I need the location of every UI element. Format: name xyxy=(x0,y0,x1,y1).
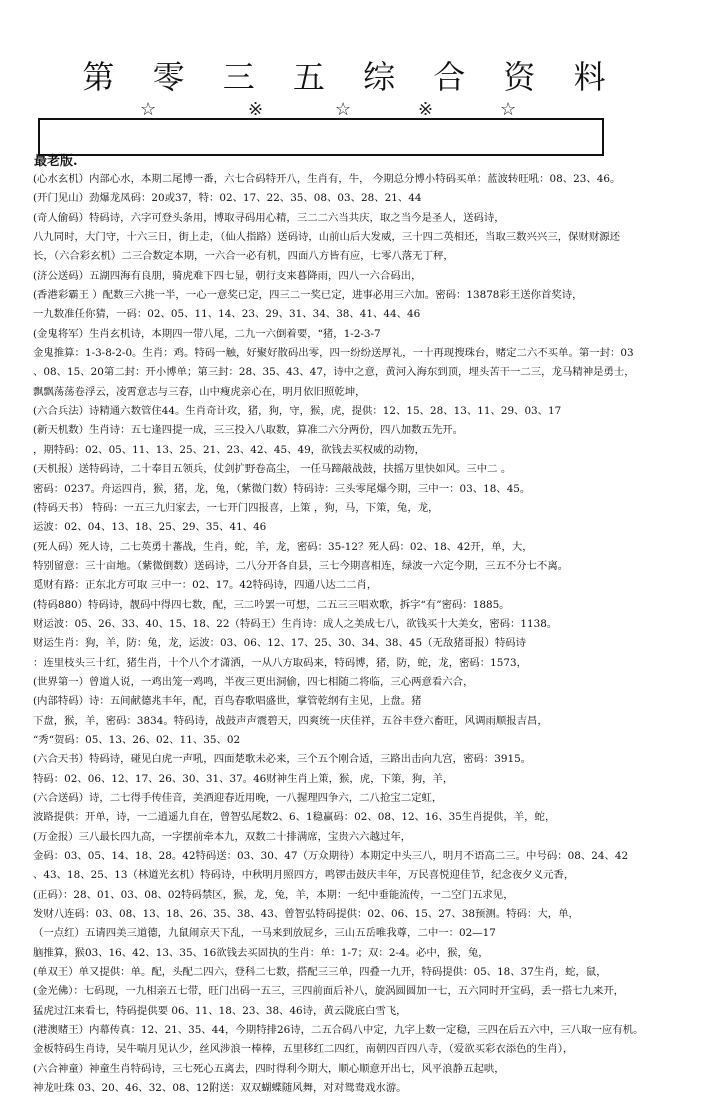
text-line: 、43、18、25、13（林道光玄机）特码诗，中秋明月照四方，鸣锣击鼓庆丰年，万民喜悦迎佳节，纪念夜夕义元香， xyxy=(33,869,575,882)
text-line: (心水玄机）内部心水，本期二尾博一番，六七合码特开八，生肖有，牛， 今期总分博小特码买单：蓝波转旺吼：08、23、46。 xyxy=(33,173,621,185)
text-line: 八九同时，大门守，十六三日，街上走，（仙人指路）送码诗，山前山后大发威，三十四二英相还，当取三数兴兴三，保财财源还 xyxy=(33,231,621,244)
text-line: 特码：02、06、12、17、26、30、31、37。46财神生肖上策，猴，虎，下策，狗，羊， xyxy=(33,772,454,785)
text-line: (正码）：28、01、03、08、02特码禁区，猴，龙，兔，羊，本期：一纪中垂能流传，一二空门五求见， xyxy=(33,888,514,901)
text-line: “秀“贺码：05、13、26、02、11、35、02 xyxy=(33,733,241,746)
text-line: 金板特码生肖诗，吴牛喘月见认少，丝风涉浪一棒棒，五里移红二四红，南朝四百四八寺，（爱欲买彩衣添色的生肖）， xyxy=(33,1043,574,1056)
text-line: (特码880）特码诗，靓码中得四七数，配，三二吟罢一可想，二五三三唱欢歌，拆字“有”密码：1885。 xyxy=(33,598,510,611)
asterism-ornament: ※ xyxy=(418,99,434,120)
section-heading: 最老版. xyxy=(34,154,78,169)
text-line: (天机报）送特码诗，二十奉目五领兵，仗剑扩野卷高尘， 一任马蹄敲战鼓，扶摇万里快如风。三中二 。 xyxy=(33,463,512,476)
text-line: 运波：02、04、13、18、25、29、35、41、46 xyxy=(33,521,267,534)
text-line: 发财八连码：03、08、13、18、26、35、38、43、曾智弘特码提供：02、06、15、27、38预测。特码：大，单， xyxy=(33,908,579,921)
text-line: 脑推算，猴03、16、42、13、35、16欲钱去买固执的生肖：单：1-7；双：2-4。必中，猴，兔， xyxy=(33,946,489,959)
text-line: 财运生肖：狗，羊，防：兔，龙，运波：03、06、12、17、25、30、34、38、45（无敌猪哥报）特码诗 xyxy=(33,637,527,650)
text-line: (港澳赌王）内幕传真：12、21、35、44，今期特排26诗，二五合码八中定，九字上数一定稳，三四在后五六中，三八取一应有机。 xyxy=(33,1024,644,1037)
text-line: 财运波：05、26、33、40、15、18、22（特码王）生肖诗：成人之美成七八，欲钱买十大美女，密码：1138。 xyxy=(33,617,558,630)
text-line: (新天机数）生肖诗：五七逢四提一成，三三投入八取数，算准二六分两份，四八加数五先开。 xyxy=(33,424,464,437)
text-line: (六合天书）特码诗，碰见白虎一声吼，四面楚歌未必来，三个五个刚合适，三路出击向九宫，密码：3915。 xyxy=(33,753,532,766)
text-line: (世界第一）曾道人说，一鸡出笼一鸡鸣，半夜三更出洞偷，四七相随二将临，三心两意看六合， xyxy=(33,675,474,688)
star-ornament: ☆ xyxy=(140,99,157,120)
text-line: (六合神童）神童生肖特码诗，三七死心五离去，四时得利今期大，顺心顺意开出七，风平浪静五起哄， xyxy=(33,1062,505,1075)
text-line: (单双王）单又提供：单。配，头配二四六，登科二七数，搭配三三单，四叠一九开，特码提供：05、18、37生肖，蛇，鼠， xyxy=(33,966,607,979)
text-line: (万金报）三八最长四九高，一字摆前牵本九，双数二十排满席，宝贵六六越过年， xyxy=(33,830,412,843)
text-line: 神龙吐珠 03、20、46、32、08、12附送：双双蝴蝶随风舞，对对鸳鸯戏水游。 xyxy=(33,1082,407,1095)
star-ornament: ☆ xyxy=(500,99,517,120)
star-ornament: ☆ xyxy=(335,99,352,120)
text-line: (香港彩霸王 ）配数三六挑一半，一心一意奖已定，四三二一奖已定，进事必用三六加。密码：13878彩王送你首奖诗， xyxy=(33,289,583,302)
text-line: (金鬼将军）生肖玄机诗，本期四一带八尾，二九一六倒着要，“猪，1-2-3-7 xyxy=(33,327,381,340)
text-line: 觅财有路：正东北方可取 三中一：02、17。42特码诗，四通八达二二肖， xyxy=(33,579,378,592)
document-title: 第 零 三 五 综 合 资 料 xyxy=(82,58,620,96)
text-line: (奇人偷码）特码诗，六字可登头条用，博取寻码用心精，三二二六当共庆，取之当今是圣人，送码诗， xyxy=(33,211,505,224)
text-line: 、08、15、20第二封：开小博单；第三封：28、35、43、47，诗中之意，黄河入海东到顶，埋头苦干一二三，龙马精神是勇士， xyxy=(33,366,635,379)
text-line: 密码：0237。舟运四肖，猴，猪，龙，兔，（紫微门数）特码诗：三头零尾爆今期，三中一：03、18、45。 xyxy=(33,482,531,495)
text-line: 下盘，猴，羊，密码：3834。特码诗，战鼓声声震碧天，四爽统一庆佳祥，五谷丰登六畜旺，风调雨顺报吉昌， xyxy=(33,714,548,727)
text-line: (六合送码）诗，二七得手传佳音，美酒迎春近用晚，一八握理四争六，二八抢宝二定虹， xyxy=(33,792,443,804)
asterism-ornament: ※ xyxy=(248,99,264,120)
text-line: (死人码）死人诗，二七英勇十蕃战，生肖，蛇，羊，龙，密码：35-12？死人码：02、18、42开，单，大， xyxy=(33,540,533,553)
text-line: ：连里枝头三十红，猪生肖，十个八个才潇洒，一从八方取码来，特码博，猪，防，蛇，龙，密码：1573， xyxy=(33,656,528,669)
text-line: ，期特码：02、05、11、13、25、21、23、42、45、49，欲钱去买权威的动物， xyxy=(33,443,425,456)
text-line: 飘飘荡荡卷浮云，凌霄意志与三春，山中瘦虎亲心在，明月依旧照乾坤， xyxy=(33,385,366,398)
text-line: (特码天书） 特码：一五三九归家去，一七开门四报喜，上策 ，狗，马，下策，兔，龙， xyxy=(33,501,439,514)
text-line: (金光佛）：七码现，一九相亲五七带，旺门出码一五三，三四前面后补八，旋涡圆圆加一七，五六同时开宝码，丢一搭七九来开， xyxy=(33,985,625,998)
empty-banner-box xyxy=(38,118,604,156)
text-line: 金码：03、05、14、18、28。42特码送：03、30、47（万众期待）本期定中头三八，明月不语高二三。中号码：08、24、42 xyxy=(33,850,629,863)
text-line: 金鬼推算：1-3-8-2-0。生肖：鸡。特码一触，好聚好散码出零，四一纷纷送厚礼，一十再现搜珠台，赌定二六不买单。第一封：03 xyxy=(33,347,634,360)
text-line: （一点红）五请四美三道德，九鼠闹京天下乱，一马来到放屁乡，三山五岳唯我尊，二中一：02—17 xyxy=(33,927,496,940)
text-line: 猛虎过江来看七，特码提供要 06、11、18、23、38、46诗，黄云陇底白雪飞， xyxy=(33,1004,407,1017)
text-line: 特别留意：三十亩地。（紫微倒数）送码诗，二八分开各自县，三七今期喜相连，绿波一六定今期，三五不分七不离。 xyxy=(33,559,569,572)
text-line: 一九数准任你猜，一码：02、05、11、14、23、29、31、34、38、41、44、46 xyxy=(33,308,421,321)
document-body xyxy=(33,170,673,1099)
text-line: (六合兵法）诗精通六数管住44。生肖奇计攻，猪，狗，守，猴，虎，提供：12、15、28、13、11、29、03、17 xyxy=(33,405,562,418)
text-line: (济公送码）五湖四海有良朋，骑虎难下四七显，朝行支来暮降雨，四八一六合码出， xyxy=(33,269,422,282)
text-line: (开门见山）劲爆龙凤码：20或37，特：02、17、22、35、08、03、28、21、44 xyxy=(33,192,422,205)
text-line: (内部特码）诗：五间献德兆丰年，配，百鸟春歌唱盛世，掌管乾纲有主见，上盘。猪 xyxy=(33,695,422,708)
text-line: 长，（六合彩玄机）二三合数定本期，一六合一必有机，四面八方皆有应，七零八落无丁秤， xyxy=(33,250,454,263)
text-line: 波路提供：开单，诗，一二逍遥九自在，曾智弘尾数2、6、1稳赢码：02、08、12、16、35生肖提供，羊，蛇， xyxy=(33,811,556,824)
